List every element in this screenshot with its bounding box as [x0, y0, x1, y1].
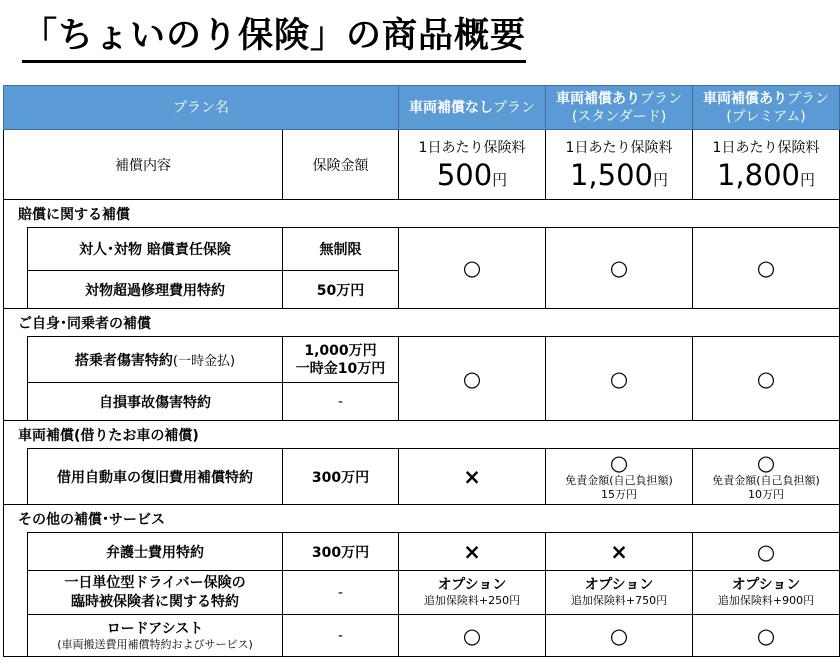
option-cell [399, 571, 546, 615]
plan-header-standard [546, 86, 693, 130]
coverage-name: 弁護士費用特約 [28, 533, 283, 571]
yen-unit: 円 [492, 170, 508, 189]
section-title: ご自身･同乗者の補償 [4, 309, 840, 337]
coverage-mark: ○ [546, 615, 693, 657]
coverage-mark-cell [693, 449, 840, 505]
option-label: オプション [731, 577, 801, 593]
table-row [4, 533, 840, 571]
coverage-name: 対物超過修理費用特約 [28, 271, 283, 309]
table-row [4, 615, 840, 657]
coverage-amount: 300万円 [283, 533, 399, 571]
price-cell [399, 130, 546, 200]
table-row [4, 449, 840, 505]
section-header-row [4, 200, 840, 228]
plan-name-suffix: プラン [493, 99, 535, 116]
coverage-amount: 50万円 [283, 271, 399, 309]
coverage-mark: ○ [399, 615, 546, 657]
subheader-row [4, 130, 840, 200]
section-header-row [4, 505, 840, 533]
coverage-amount: - [283, 571, 399, 615]
coverage-mark: ○ [399, 337, 546, 421]
yen-unit: 円 [653, 170, 669, 189]
coverage-mark-cell [546, 449, 693, 505]
price-label: 1日あたり保険料 [565, 139, 673, 156]
coverage-amount: - [283, 383, 399, 421]
coverage-amount: 300万円 [283, 449, 399, 505]
coverage-amount: 無制限 [283, 228, 399, 271]
amount-label: 保険金額 [283, 130, 399, 200]
deductible-amount: 10万円 [748, 487, 784, 501]
coverage-amount: 一時金10万円 [295, 360, 386, 377]
page-title: 「ちょいのり保険」の商品概要 [22, 14, 526, 63]
coverage-amount-cell [283, 337, 399, 383]
section-header-row [4, 421, 840, 449]
option-label: オプション [584, 577, 654, 593]
product-summary-table [3, 85, 840, 657]
plan-header-no-vehicle [399, 86, 546, 130]
coverage-mark: ○ [693, 533, 840, 571]
plan-name-bold: 車両補償あり [556, 90, 640, 107]
deductible-amount: 15万円 [601, 487, 637, 501]
coverage-amount: 1,000万円 [304, 342, 377, 359]
coverage-label: 補償内容 [4, 130, 283, 200]
coverage-name: 搭乗者傷害特約 [74, 352, 173, 369]
coverage-name-suffix: (一時金払) [172, 353, 236, 369]
yen-unit: 円 [800, 170, 816, 189]
deductible-label: 免責金額(自己負担額) [712, 473, 820, 487]
coverage-name: 自損事故傷害特約 [28, 383, 283, 421]
coverage-mark: ○ [693, 615, 840, 657]
plan-header-premium [693, 86, 840, 130]
coverage-name-cell [28, 571, 283, 615]
price-cell [546, 130, 693, 200]
coverage-mark: ○ [546, 228, 693, 309]
coverage-name-cell [28, 615, 283, 657]
coverage-mark: ○ [546, 337, 693, 421]
price-label: 1日あたり保険料 [712, 139, 820, 156]
plan-header-row [4, 86, 840, 130]
table-row [4, 228, 840, 271]
option-price: 追加保険料+750円 [570, 594, 668, 607]
price-cell [693, 130, 840, 200]
coverage-mark: × [399, 449, 546, 505]
coverage-name: ロードアシスト [106, 620, 204, 637]
coverage-mark: ○ [693, 337, 840, 421]
plan-name-bold: 車両補償あり [703, 90, 787, 107]
coverage-mark: ○ [399, 228, 546, 309]
table-row [4, 337, 840, 383]
coverage-mark: ○ [756, 450, 776, 475]
option-cell [693, 571, 840, 615]
coverage-name: 臨時被保険者に関する特約 [71, 593, 239, 610]
plan-subtitle: (スタンダード) [571, 108, 667, 125]
coverage-amount: - [283, 615, 399, 657]
coverage-name-cell [28, 337, 283, 383]
section-title: その他の補償･サービス [4, 505, 840, 533]
deductible-label: 免責金額(自己負担額) [565, 473, 673, 487]
plan-name-bold: 車両補償なし [409, 99, 493, 116]
option-price: 追加保険料+900円 [717, 594, 815, 607]
coverage-name: 借用自動車の復旧費用補償特約 [28, 449, 283, 505]
table-row [4, 571, 840, 615]
daily-price: 1,800 [716, 157, 800, 192]
coverage-mark: ○ [693, 228, 840, 309]
plan-subtitle: (プレミアム) [726, 108, 806, 125]
coverage-name-note: (車両搬送費用補償特約およびサービス) [57, 637, 253, 651]
option-price: 追加保険料+250円 [423, 594, 521, 607]
option-label: オプション [437, 577, 507, 593]
coverage-name: 対人･対物 賠償責任保険 [28, 228, 283, 271]
option-cell [546, 571, 693, 615]
coverage-name: 一日単位型ドライバー保険の [64, 574, 246, 591]
plan-name-suffix: プラン [640, 90, 682, 107]
section-title: 賠償に関する補償 [4, 200, 840, 228]
coverage-mark: × [399, 533, 546, 571]
coverage-mark: ○ [609, 450, 629, 475]
coverage-mark: × [546, 533, 693, 571]
plan-name-suffix: プラン [787, 90, 829, 107]
price-label: 1日あたり保険料 [418, 139, 526, 156]
section-title: 車両補償(借りたお車の補償) [4, 421, 840, 449]
daily-price: 500 [436, 157, 493, 192]
section-header-row [4, 309, 840, 337]
plan-name-header: プラン名 [4, 86, 399, 130]
daily-price: 1,500 [569, 157, 653, 192]
